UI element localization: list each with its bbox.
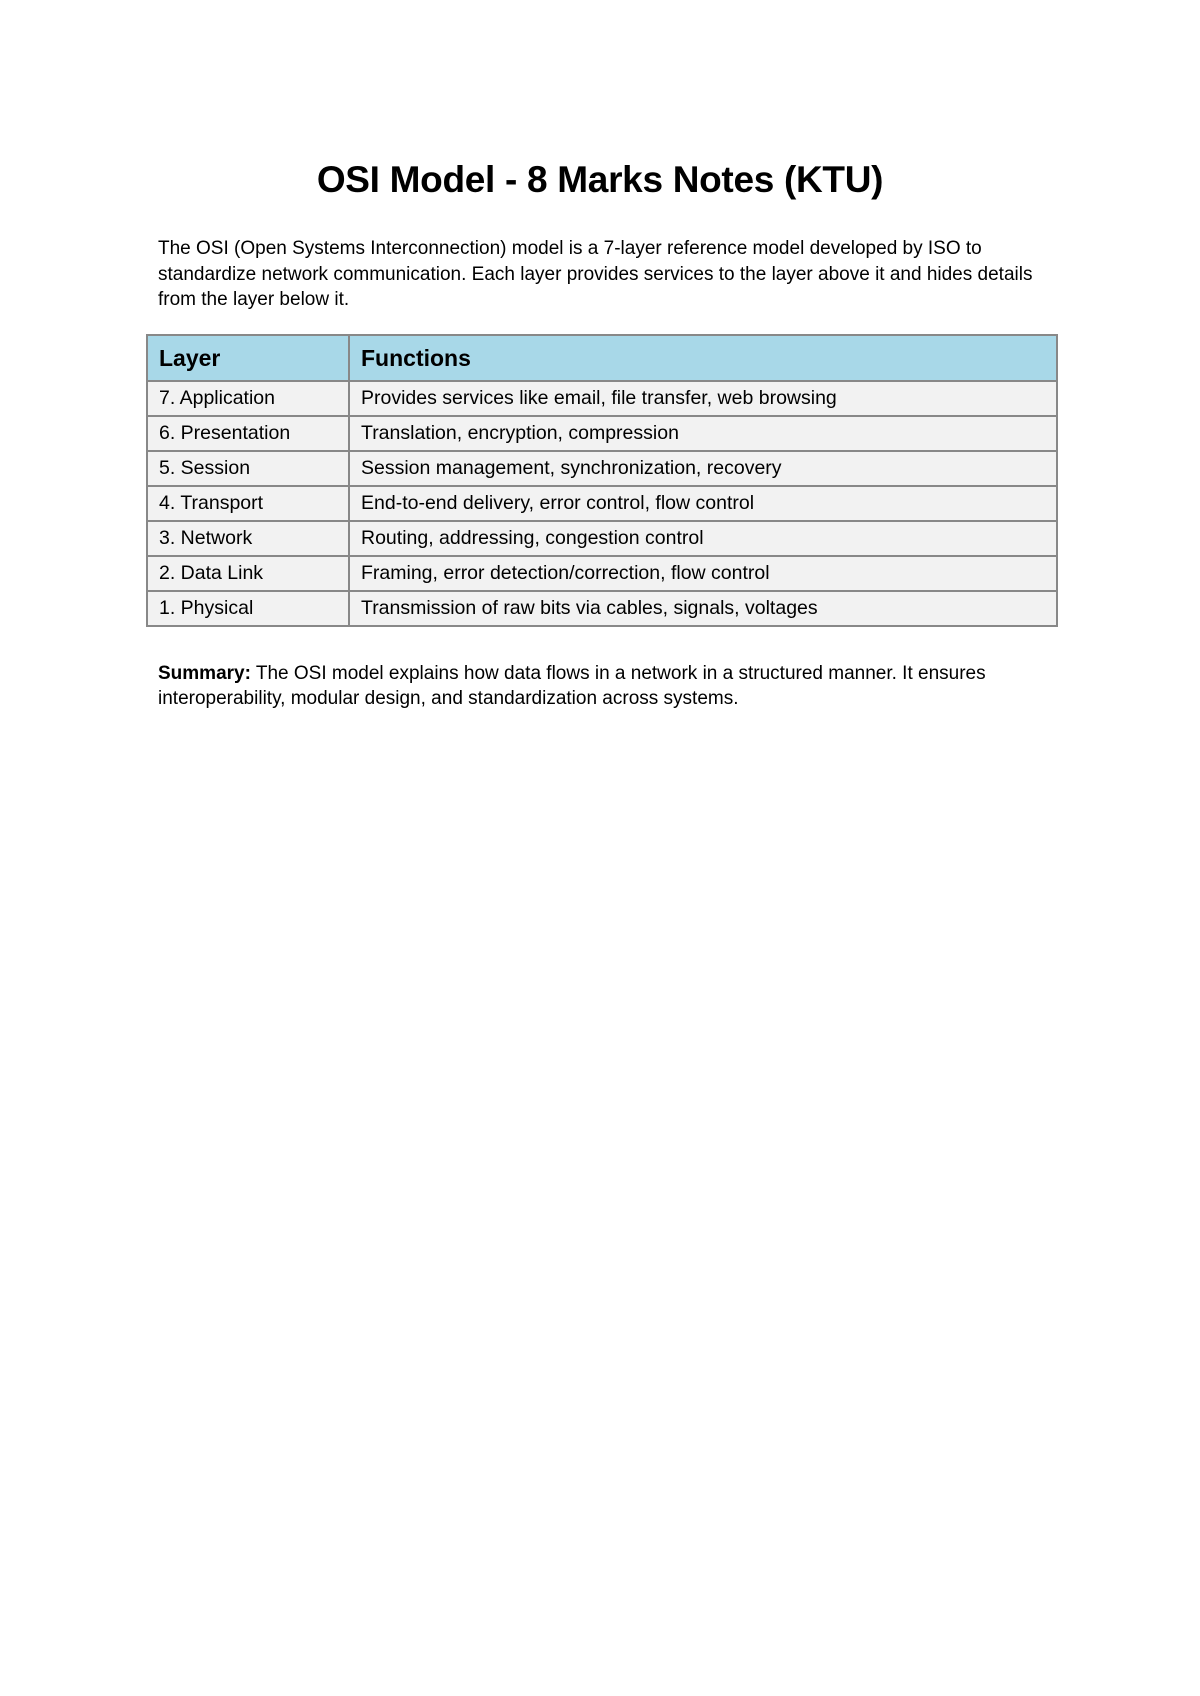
functions-cell: Provides services like email, file transfer, web browsing (349, 381, 1057, 416)
table-row (147, 521, 1057, 556)
layer-cell: 3. Network (147, 521, 349, 556)
functions-cell: Translation, encryption, compression (349, 416, 1057, 451)
functions-cell: Transmission of raw bits via cables, signals, voltages (349, 591, 1057, 626)
functions-cell: Routing, addressing, congestion control (349, 521, 1057, 556)
table-row (147, 416, 1057, 451)
table-row (147, 591, 1057, 626)
table-header-row (147, 335, 1057, 381)
summary-label: Summary: (158, 663, 251, 684)
layer-cell: 2. Data Link (147, 556, 349, 591)
column-header-layer: Layer (147, 335, 349, 381)
layer-cell: 6. Presentation (147, 416, 349, 451)
intro-paragraph: The OSI (Open Systems Interconnection) model is a 7-layer reference model developed by ISO to standardize network communication. Each layer provides services to the layer above it and hides details from the layer below it. (158, 238, 1033, 310)
page-title: OSI Model - 8 Marks Notes (KTU) (316, 159, 884, 200)
layer-cell: 5. Session (147, 451, 349, 486)
osi-layers-table (146, 334, 1058, 627)
layer-cell: 1. Physical (147, 591, 349, 626)
layer-cell: 4. Transport (147, 486, 349, 521)
layer-cell: 7. Application (147, 381, 349, 416)
table-row (147, 486, 1057, 521)
functions-cell: End-to-end delivery, error control, flow control (349, 486, 1057, 521)
table-row (147, 451, 1057, 486)
table-row (147, 556, 1057, 591)
column-header-functions: Functions (349, 335, 1057, 381)
summary-paragraph (158, 662, 1048, 711)
table-row (147, 381, 1057, 416)
functions-cell: Framing, error detection/correction, flow control (349, 556, 1057, 591)
summary-text: The OSI model explains how data flows in a network in a structured manner. It ensures interoperability, modular design, and standardization across systems. (158, 663, 986, 709)
functions-cell: Session management, synchronization, recovery (349, 451, 1057, 486)
